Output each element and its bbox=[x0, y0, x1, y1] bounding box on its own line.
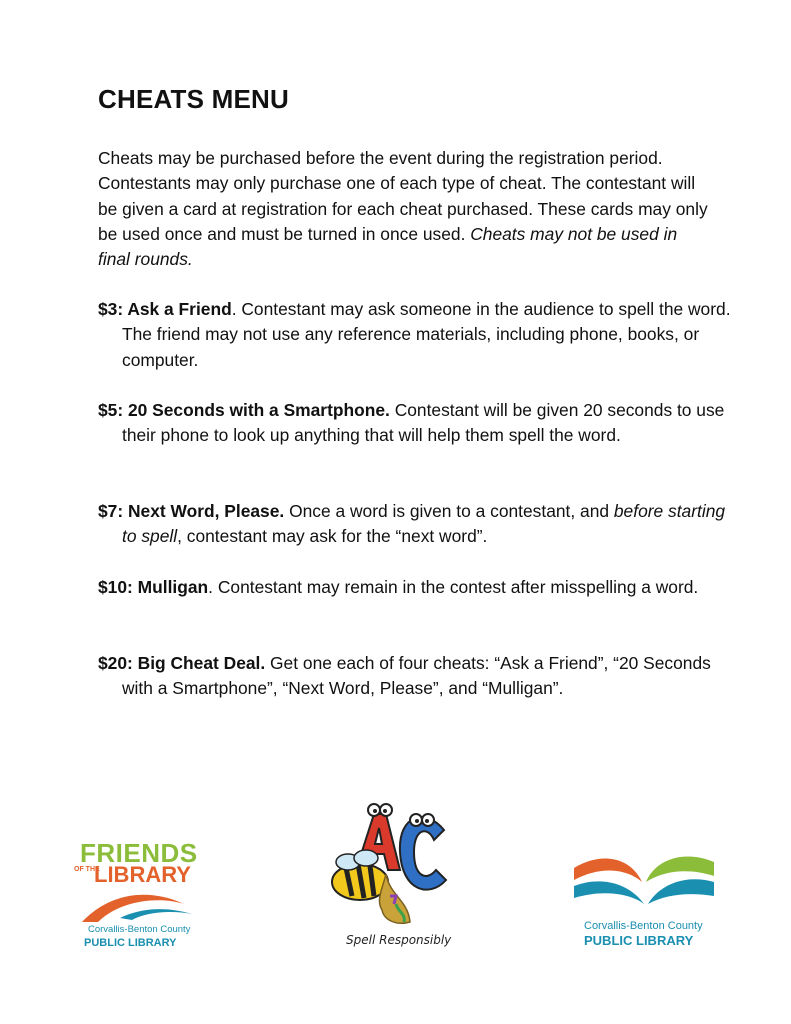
open-book-icon bbox=[570, 852, 718, 916]
spell-responsibly-mascot bbox=[326, 800, 456, 955]
friends-of-the-library-logo bbox=[74, 838, 200, 952]
page-title: CHEATS MENU bbox=[98, 84, 289, 114]
book-swoosh-icon bbox=[80, 886, 200, 924]
cheat-heading: $20: Big Cheat Deal. bbox=[98, 653, 266, 673]
cheat-description: Contestant will be given 20 seconds to use their phone to look up anything that will help them spell the word. bbox=[122, 400, 725, 446]
cheat-heading: $7: Next Word, Please. bbox=[98, 501, 285, 521]
intro-text: Cheats may be purchased before the event during the registration period. Contestants may only purchase one of each type of cheat. The contestant will be given a card at registration for each cheat purchased. These cards may only be used once and must be turned in once used. bbox=[98, 148, 708, 244]
logo-library-word: LIBRARY bbox=[94, 862, 191, 887]
cheat-heading: $5: 20 Seconds with a Smartphone. bbox=[98, 400, 390, 420]
cheat-next-word-please bbox=[98, 499, 742, 550]
logo-subtitle-bold: PUBLIC LIBRARY bbox=[84, 937, 177, 949]
logo-subtitle-bold: PUBLIC LIBRARY bbox=[584, 933, 694, 948]
intro-paragraph bbox=[98, 146, 708, 272]
cheat-mulligan bbox=[98, 575, 742, 600]
abc-bee-mascot-icon bbox=[326, 800, 456, 930]
logo-subtitle: Corvallis-Benton County bbox=[88, 924, 191, 935]
cheat-description: Once a word is given to a contestant, and bbox=[284, 501, 614, 521]
cheat-big-cheat-deal bbox=[98, 651, 742, 702]
logo-subtitle: Corvallis-Benton County bbox=[584, 920, 703, 932]
cheat-description: . Contestant may ask someone in the audience to spell the word. The friend may not use any reference materials, including phone, books, or computer. bbox=[122, 299, 731, 370]
logo-of-the-word: OF THE bbox=[74, 866, 100, 873]
cheat-ask-a-friend bbox=[98, 297, 742, 373]
logo-friends-word: FRIENDS bbox=[80, 838, 198, 868]
mascot-caption: Spell Responsibly bbox=[346, 933, 452, 947]
cheat-description: . Contestant may remain in the contest after misspelling a word. bbox=[208, 577, 699, 597]
cheat-description-end: , contestant may ask for the “next word”. bbox=[177, 526, 488, 547]
public-library-logo bbox=[570, 852, 718, 950]
cheat-heading: $3: Ask a Friend bbox=[98, 299, 232, 319]
cheat-20-seconds-smartphone bbox=[98, 398, 742, 449]
cheat-description-italic: before starting to spell bbox=[122, 501, 726, 547]
intro-italic-note: Cheats may not be used in final rounds. bbox=[98, 223, 678, 270]
cheat-heading: $10: Mulligan bbox=[98, 577, 209, 597]
cheat-description: Get one each of four cheats: “Ask a Friend”, “20 Seconds with a Smartphone”, “Next Word, Please”, and “Mulligan”. bbox=[122, 653, 711, 699]
